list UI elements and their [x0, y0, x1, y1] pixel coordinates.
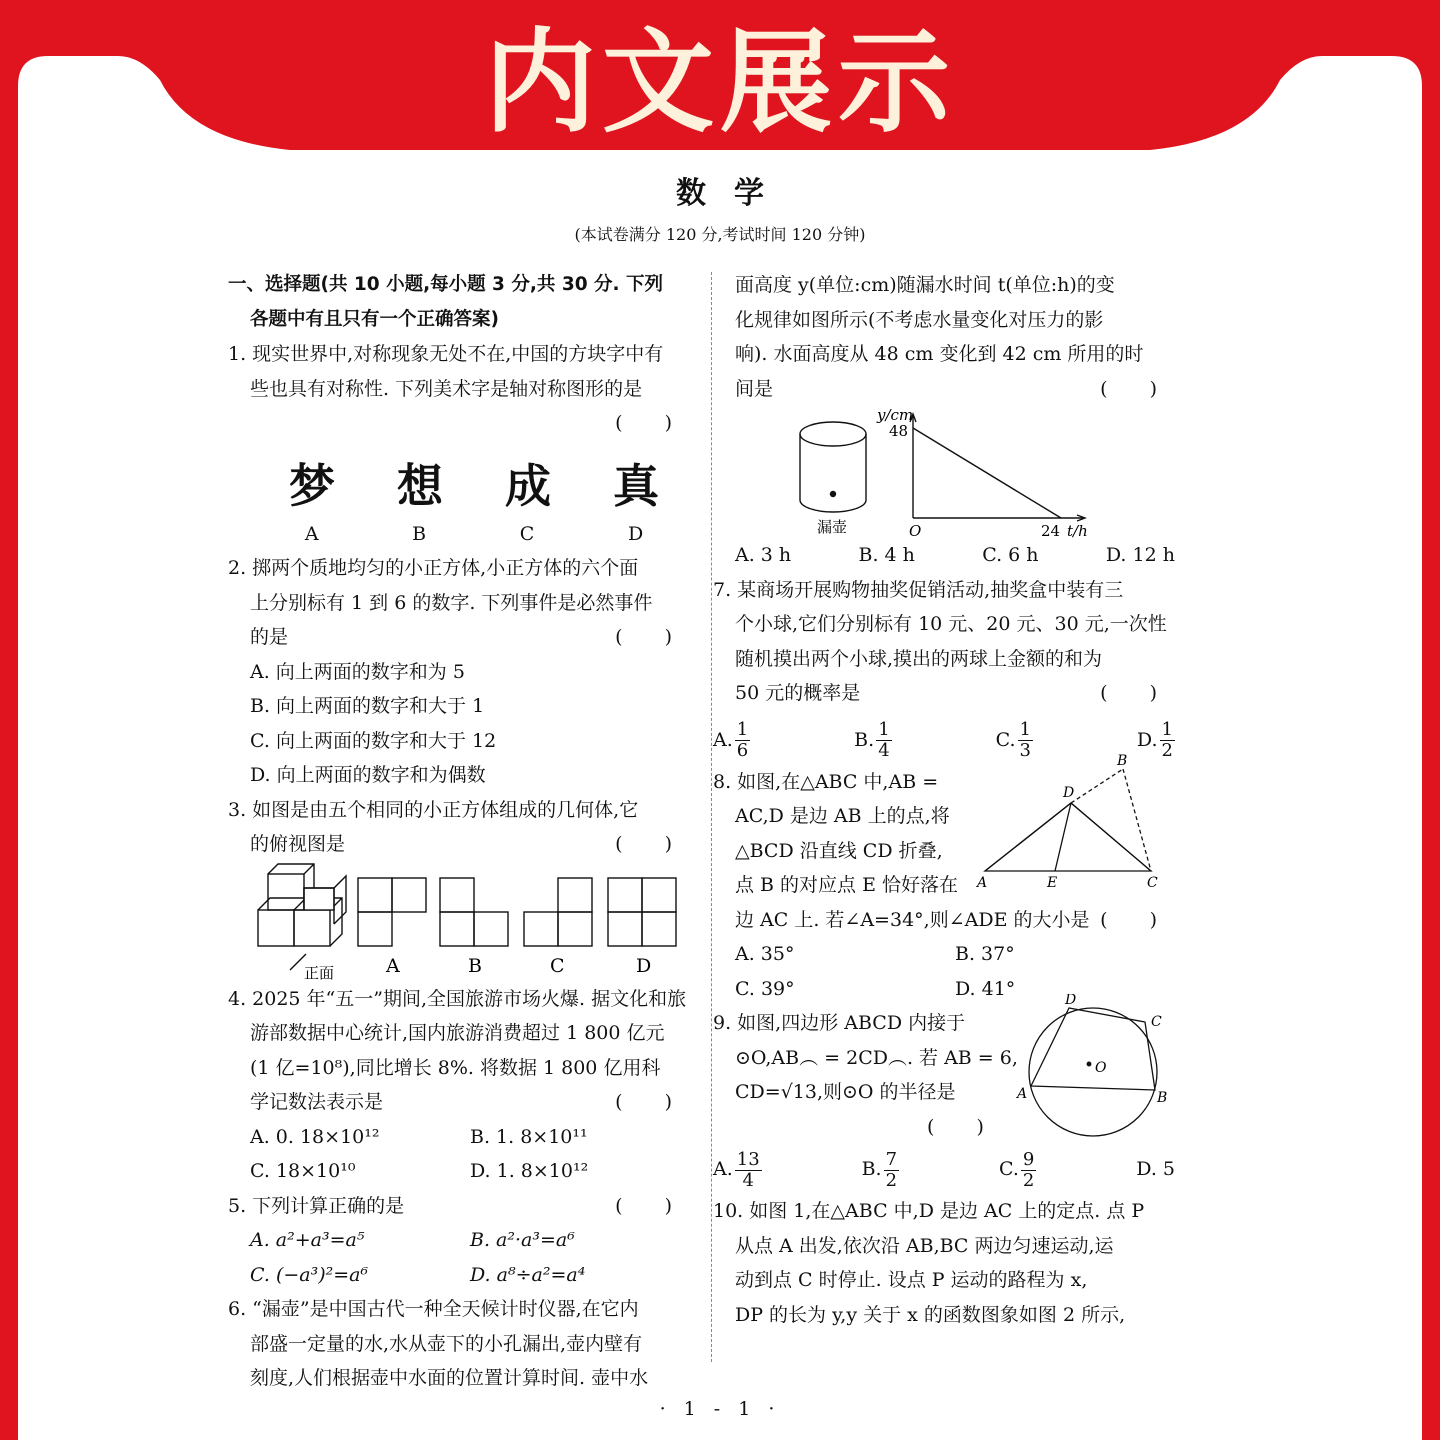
q4-text-3: (1 亿=10⁸),同比增长 8%. 将数据 1 800 亿用科: [250, 1056, 661, 1079]
section-heading-cont: 各题中有且只有一个正确答案): [250, 308, 499, 330]
y-axis-label: y/cm: [877, 406, 914, 424]
q6-answer-paren: ( ): [1100, 377, 1175, 400]
q8-option-a: A. 35°: [735, 943, 795, 965]
exam-title: 数学: [676, 176, 792, 211]
q4-answer-paren: ( ): [615, 1091, 690, 1113]
q6-text-3: 刻度,人们根据壶中水面的位置计算时间. 壶中水: [250, 1367, 649, 1389]
q10-text-2: 从点 A 出发,依次沿 AB,BC 两边匀速运动,运: [735, 1234, 1114, 1257]
q1-answer-paren: ( ): [615, 412, 690, 434]
q2-text: 2. 掷两个质地均匀的小正方体,小正方体的六个面: [228, 557, 639, 579]
question-2: [228, 551, 690, 793]
q1-text: 1. 现实世界中,对称现象无处不在,中国的方块字中有: [228, 343, 664, 365]
q8-text-4: 点 B 的对应点 E 恰好落在: [735, 874, 958, 896]
q4-option-c: C. 18×10¹⁰: [250, 1160, 356, 1182]
q4-text-2: 游部数据中心统计,国内旅游消费超过 1 800 亿元: [250, 1022, 665, 1044]
q6-option-d: D. 12 h: [1105, 544, 1175, 566]
x-axis-label: t/h: [1067, 522, 1088, 538]
circle-point-a: A: [1017, 1086, 1028, 1102]
q5-text: 5. 下列计算正确的是: [228, 1194, 405, 1217]
question-7: [713, 573, 1175, 765]
q8-text-5: 边 AC 上. 若∠A=34°,则∠ADE 的大小是: [735, 908, 1090, 931]
q8-text-2: AC,D 是边 AB 上的点,将: [735, 805, 950, 827]
q5-option-d: D. a⁸÷a²=a⁴: [470, 1263, 586, 1286]
q7-text-4: 50 元的概率是: [735, 682, 861, 704]
q9-option-c: C. $\frac{9}{2}$: [998, 1148, 1035, 1191]
q6-option-c: C. 6 h: [982, 544, 1039, 566]
page-number: · 1 - 1 ·: [659, 1398, 781, 1420]
q3-answer-paren: ( ): [615, 833, 690, 855]
question-10: [713, 1194, 1175, 1332]
q6-option-b: B. 4 h: [858, 544, 915, 566]
q2-option-b: B. 向上两面的数字和大于 1: [250, 695, 485, 717]
q4-option-a: A. 0. 18×10¹²: [250, 1125, 380, 1148]
q3-label-d: D: [636, 954, 652, 977]
option-d-grid: [608, 878, 676, 946]
question-6-cont: [735, 268, 1175, 573]
q7-text-2: 个小球,它们分别标有 10 元、20 元、30 元,一次性: [735, 613, 1167, 635]
q3-text: 3. 如图是由五个相同的小正方体组成的几何体,它: [228, 798, 639, 821]
q6-text-2: 部盛一定量的水,水从壶下的小孔漏出,壶内壁有: [250, 1332, 643, 1355]
q7-option-a: A. $\frac{1}{6}$: [713, 719, 749, 761]
q8-option-c: C. 39°: [735, 977, 795, 1000]
point-d: D: [1063, 784, 1075, 801]
q3-front-label: 正面: [304, 963, 335, 982]
q6-graph: [910, 414, 1085, 521]
q6-figure: [735, 406, 1175, 538]
q3-figure: [228, 862, 690, 982]
q8-answer-paren: ( ): [1100, 908, 1175, 931]
q10-text: 10. 如图 1,在△ABC 中,D 是边 AC 上的定点. 点 P: [713, 1200, 1145, 1222]
question-9: [713, 994, 1175, 1194]
question-4: [228, 982, 690, 1189]
option-c-grid: [524, 878, 592, 946]
q2-option-a: A. 向上两面的数字和为 5: [250, 660, 465, 683]
label-c: C: [519, 522, 535, 545]
q9-text-3: CD=√13,则⊙O 的半径是: [735, 1081, 956, 1103]
char-option-a: 梦: [289, 458, 335, 513]
option-a-grid: [358, 878, 426, 946]
q5-option-b: B. a²·a³=a⁶: [470, 1229, 575, 1251]
circle-point-b: B: [1157, 1090, 1168, 1106]
char-option-d: 真: [613, 458, 659, 513]
water-pot-icon: [800, 422, 866, 512]
q5-option-c: C. (−a³)²=a⁶: [250, 1263, 369, 1286]
q1-labels: [228, 517, 690, 552]
q7-text-3: 随机摸出两个小球,摸出的两球上金额的和为: [735, 647, 1103, 670]
circle-point-c: C: [1151, 1014, 1162, 1030]
q9-circle-figure: [1013, 994, 1173, 1144]
q8-option-d: D. 41°: [955, 977, 1016, 1000]
q2-option-d: D. 向上两面的数字和为偶数: [250, 764, 486, 786]
q10-text-3: 动到点 C 时停止. 设点 P 运动的路程为 x,: [735, 1269, 1088, 1291]
q7-option-b: B. $\frac{1}{4}$: [854, 719, 890, 761]
q1-chars: [228, 455, 690, 517]
origin-label: O: [909, 522, 922, 538]
q4-text-4: 学记数法表示是: [250, 1091, 384, 1113]
q6-option-a: A. 3 h: [735, 544, 792, 566]
q9-answer-paren: ( ): [927, 1115, 1002, 1138]
q8-text-3: △BCD 沿直线 CD 折叠,: [735, 839, 943, 862]
q3-label-b: B: [468, 954, 482, 977]
q8-text: 8. 如图,在△ABC 中,AB =: [713, 770, 939, 793]
question-1: [228, 337, 690, 551]
q10-text-4: DP 的长为 y,y 关于 x 的函数图象如图 2 所示,: [735, 1303, 1126, 1326]
q8-triangle-figure: [975, 751, 1175, 891]
label-b: B: [412, 522, 427, 545]
x-tick-24: 24: [1041, 522, 1061, 538]
q7-option-d: D. $\frac{1}{2}$: [1136, 719, 1173, 761]
question-3: [228, 793, 690, 982]
q7-text: 7. 某商场开展购物抽奖促销活动,抽奖盒中装有三: [713, 578, 1124, 601]
question-5: [228, 1189, 690, 1293]
q5-answer-paren: ( ): [615, 1194, 690, 1217]
q8-option-b: B. 37°: [955, 943, 1015, 965]
q2-answer-paren: ( ): [615, 626, 690, 648]
circle-point-d: D: [1065, 994, 1077, 1008]
label-d: D: [627, 522, 644, 545]
label-a: A: [304, 522, 319, 545]
q2-option-c: C. 向上两面的数字和大于 12: [250, 729, 497, 752]
q2-text-cont: 上分别标有 1 到 6 的数字. 下列事件是必然事件: [250, 591, 653, 614]
circle-center-o: O: [1095, 1060, 1107, 1076]
question-8: [713, 752, 1175, 1007]
cube-solid-figure: [258, 864, 346, 970]
q2-text-end: 的是: [250, 626, 289, 648]
q3-label-c: C: [550, 954, 565, 977]
y-tick-48: 48: [889, 422, 909, 440]
graph-line: [913, 428, 1061, 518]
q6-text-6: 响). 水面高度从 48 cm 变化到 42 cm 所用的时: [735, 343, 1144, 365]
q3-text-end: 的俯视图是: [250, 833, 346, 855]
q6-text: 6. “漏壶”是中国古代一种全天候计时仪器,在它内: [228, 1298, 639, 1320]
question-6: [228, 1292, 690, 1396]
pot-label: 漏壶: [817, 518, 848, 536]
option-b-grid: [440, 878, 508, 946]
q7-option-c: C. $\frac{1}{3}$: [995, 719, 1031, 761]
q6-text-4: 面高度 y(单位:cm)随漏水时间 t(单位:h)的变: [735, 274, 1115, 296]
q3-label-a: A: [386, 954, 400, 977]
point-e: E: [1047, 874, 1058, 891]
point-a: A: [977, 874, 988, 891]
q4-option-d: D. 1. 8×10¹²: [470, 1160, 589, 1182]
q5-option-a: A. a²+a³=a⁵: [250, 1229, 365, 1251]
q4-option-b: B. 1. 8×10¹¹: [470, 1125, 588, 1148]
right-column: [713, 268, 1175, 1332]
banner-title: 内文展示: [484, 18, 956, 148]
left-column: [228, 268, 690, 1396]
point-c: C: [1147, 874, 1158, 891]
q7-answer-paren: ( ): [1100, 682, 1175, 704]
char-option-b: 想: [397, 458, 443, 513]
point-b: B: [1117, 752, 1128, 769]
q9-option-a: A. $\frac{13}{4}$: [713, 1148, 760, 1191]
q9-option-b: B. $\frac{7}{2}$: [861, 1148, 898, 1191]
q6-text-5: 化规律如图所示(不考虑水量变化对压力的影: [735, 308, 1104, 331]
column-divider: [711, 272, 712, 1362]
exam-subtitle: (本试卷满分 120 分,考试时间 120 分钟): [574, 225, 866, 244]
q9-option-d: D. 5: [1136, 1158, 1175, 1180]
q6-text-7: 间是: [735, 377, 774, 400]
char-option-c: 成: [505, 458, 551, 513]
q9-text: 9. 如图,四边形 ABCD 内接于: [713, 1012, 966, 1034]
q9-text-2: ⊙O,AB︵ = 2CD︵. 若 AB = 6,: [735, 1046, 1018, 1069]
q1-text-cont: 些也具有对称性. 下列美术字是轴对称图形的是: [250, 377, 643, 400]
section-heading: 一、选择题(共 10 小题,每小题 3 分,共 30 分. 下列: [228, 274, 663, 295]
q4-text: 4. 2025 年“五一”期间,全国旅游市场火爆. 据文化和旅: [228, 987, 687, 1010]
